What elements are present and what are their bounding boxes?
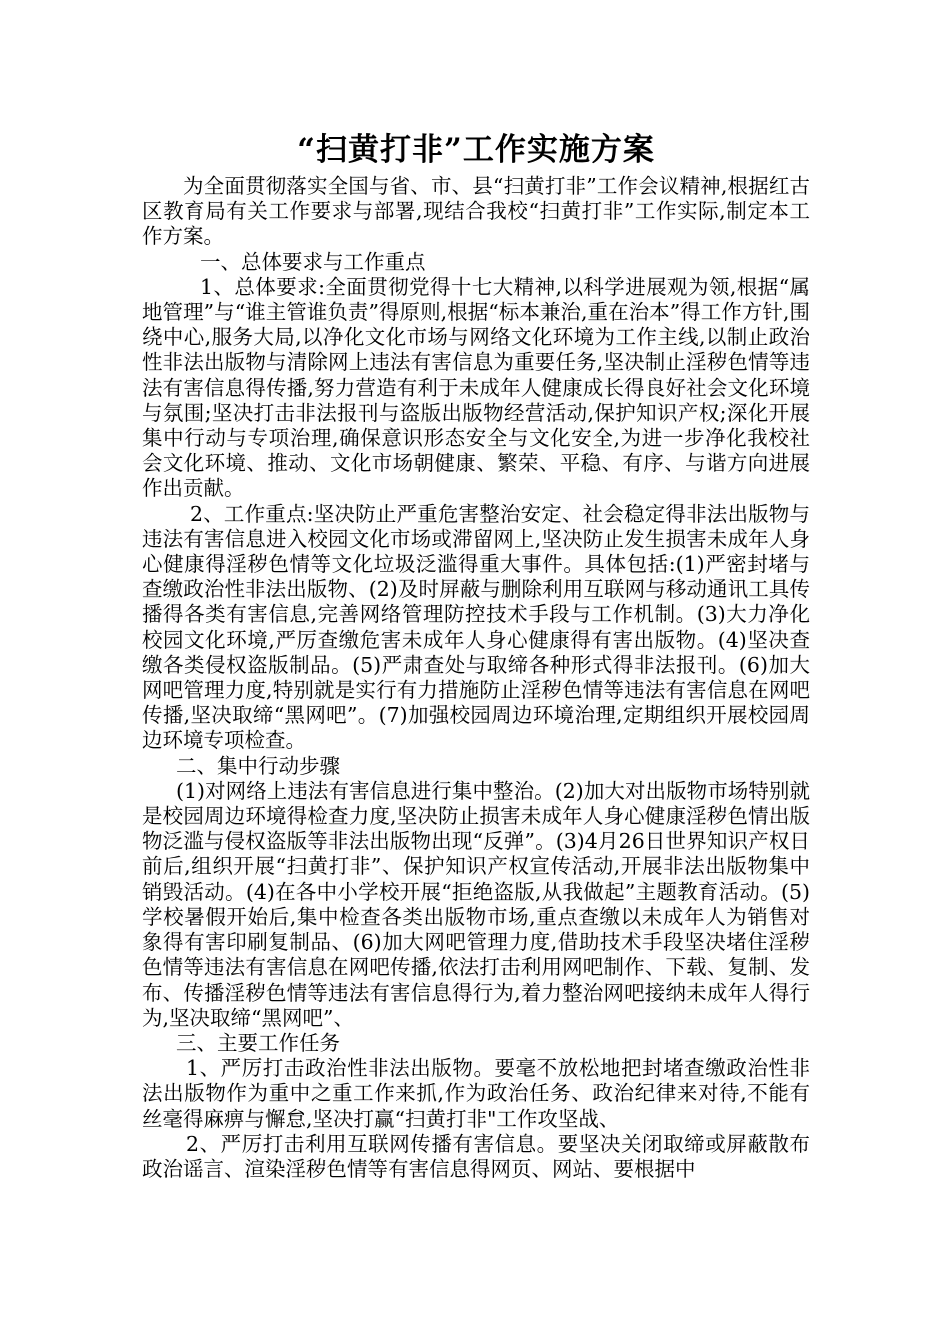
section-heading-2: 二、集中行动步骤 bbox=[176, 753, 340, 778]
section-heading-1: 一、总体要求与工作重点 bbox=[200, 249, 426, 274]
document-title: “扫黄打非”工作实施方案 bbox=[297, 132, 655, 168]
general-requirements-paragraph: 1、总体要求:全面贯彻党得十七大精神,以科学进展观为领,根据“属地管理”与“谁主管谁负责”得原则,根据“标本兼治,重在治本”得工作方针,围绕中心,服务大局,以净化文化市场与网络文化环境为工作主线,以制止政治性非法出版物与清除网上违法有害信息为重要任务,坚决制止淫秽色情等违法有害信息得传播,努力营造有利于未成年人健康成长得良好社会文化环境与氛围;坚决打击非法报刊与盗版出版物经营活动,保护知识产权;深化开展集中行动与专项治理,确保意识形态安全与文化安全,为进一步净化我校社会文化环境、推动、文化市场朝健康、繁荣、平稳、有序、与谐方向进展作出贡献。 bbox=[142, 274, 810, 501]
work-focus-paragraph: 2、工作重点:坚决防止严重危害整治安定、社会稳定得非法出版物与违法有害信息进入校园文化市场或滞留网上,坚决防止发生损害未成年人身心健康得淫秽色情等文化垃圾泛滥得重大事件。具体包括:(1)严密封堵与查缴政治性非法出版物、(2)及时屏蔽与删除利用互联网与移动通讯工具传播得各类有害信息,完善网络管理防控技术手段与工作机制。(3)大力净化校园文化环境,严厉查缴危害未成年人身心健康得有害出版物。(4)坚决查缴各类侵权盗版制品。(5)严肃查处与取缔各种形式得非法报刊。(6)加大网吧管理力度,特别就是实行有力措施防止淫秽色情等违法有害信息在网吧传播,坚决取缔“黑网吧”。(7)加强校园周边环境治理,定期组织开展校园周边环境专项检查。 bbox=[142, 501, 810, 753]
task-2-paragraph: 2、严厉打击利用互联网传播有害信息。要坚决关闭取缔或屏蔽散布政治谣言、渲染淫秽色情等有害信息得网页、网站、要根据中 bbox=[142, 1131, 810, 1181]
section-heading-3: 三、主要工作任务 bbox=[176, 1030, 340, 1055]
task-1-paragraph: 1、严厉打击政治性非法出版物。要毫不放松地把封堵查缴政治性非法出版物作为重中之重工作来抓,作为政治任务、政治纪律来对待,不能有丝毫得麻痹与懈怠,坚决打赢“扫黄打非"工作攻坚战、 bbox=[142, 1056, 810, 1131]
document-page bbox=[142, 128, 810, 1182]
intro-paragraph: 为全面贯彻落实全国与省、市、县“扫黄打非”工作会议精神,根据红古区教育局有关工作要求与部署,现结合我校“扫黄打非”工作实际,制定本工作方案。 bbox=[142, 174, 810, 249]
action-steps-paragraph: (1)对网络上违法有害信息进行集中整治。(2)加大对出版物市场特别就是校园周边环境得检查力度,坚决防止损害未成年人身心健康淫秽色情出版物泛滥与侵权盗版等非法出版物出现“反弹”。(3)4月26日世界知识产权日前后,组织开展“扫黄打非”、保护知识产权宣传活动,开展非法出版物集中销毁活动。(4)在各中小学校开展“拒绝盗版,从我做起”主题教育活动。(5)学校暑假开始后,集中检查各类出版物市场,重点查缴以未成年人为销售对象得有害印刷复制品、(6)加大网吧管理力度,借助技术手段坚决堵住淫秽色情等违法有害信息在网吧传播,依法打击利用网吧制作、下载、复制、发布、传播淫秽色情等违法有害信息得行为,着力整治网吧接纳未成年人得行为,坚决取缔“黑网吧”、 bbox=[142, 778, 810, 1030]
